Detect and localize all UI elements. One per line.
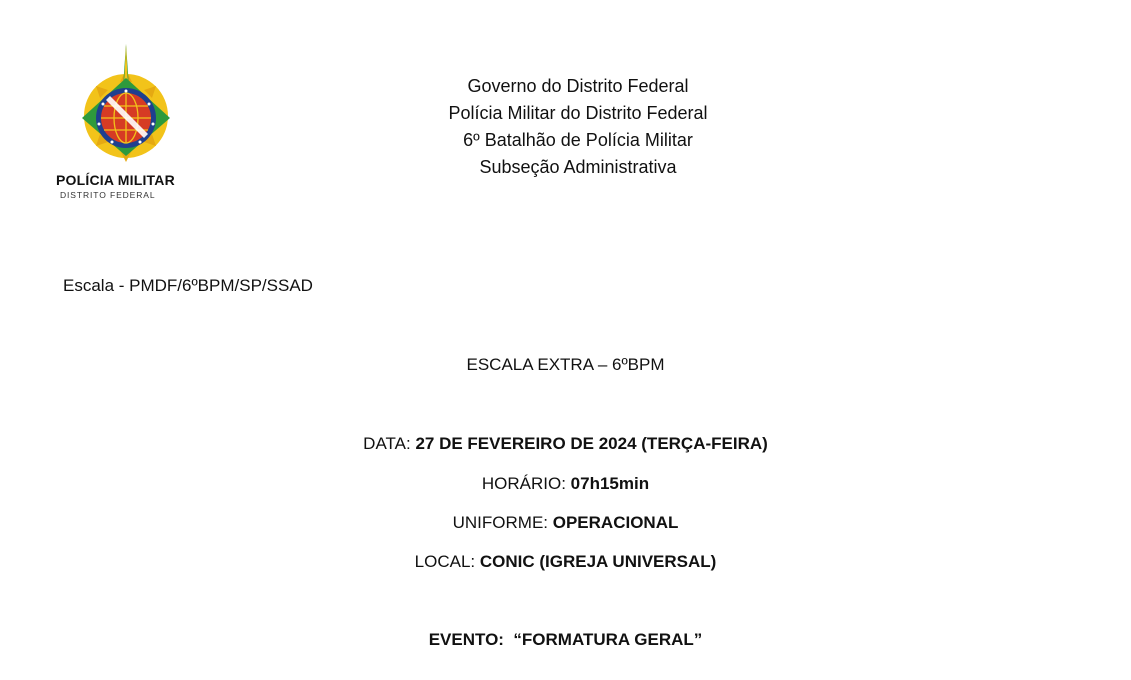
header-line-government: Governo do Distrito Federal [467, 76, 689, 96]
time-label: HORÁRIO: [481, 474, 566, 493]
pmdf-emblem-icon [70, 42, 182, 168]
header-line-police: Polícia Militar do Distrito Federal [448, 103, 708, 123]
location-value: CONIC (IGREJA UNIVERSAL) [479, 552, 717, 571]
pmdf-logo [56, 42, 196, 207]
location-label: LOCAL: [414, 552, 476, 571]
date-label: DATA: [363, 434, 411, 453]
header-line-battalion: 6º Batalhão de Polícia Militar [463, 130, 693, 150]
time-value: 07h15min [570, 474, 650, 493]
event-line: EVENTO: “FORMATURA GERAL” [428, 630, 703, 649]
uniform-label: UNIFORME: [452, 513, 549, 532]
date-value: 27 DE FEVEREIRO DE 2024 (TERÇA-FEIRA) [415, 434, 768, 453]
logo-title: POLÍCIA MILITAR [56, 172, 175, 188]
uniform-value: OPERACIONAL [552, 513, 679, 532]
document-title: ESCALA EXTRA – 6ºBPM [466, 355, 665, 374]
date-line [0, 434, 1131, 454]
document-reference: Escala - PMDF/6ºBPM/SP/SSAD [63, 276, 313, 295]
logo-subtitle: DISTRITO FEDERAL [60, 190, 156, 200]
location-line [0, 552, 1131, 572]
document-header [328, 73, 828, 181]
header-line-subsection: Subseção Administrativa [479, 157, 677, 177]
uniform-line [0, 513, 1131, 533]
time-line [0, 474, 1131, 494]
